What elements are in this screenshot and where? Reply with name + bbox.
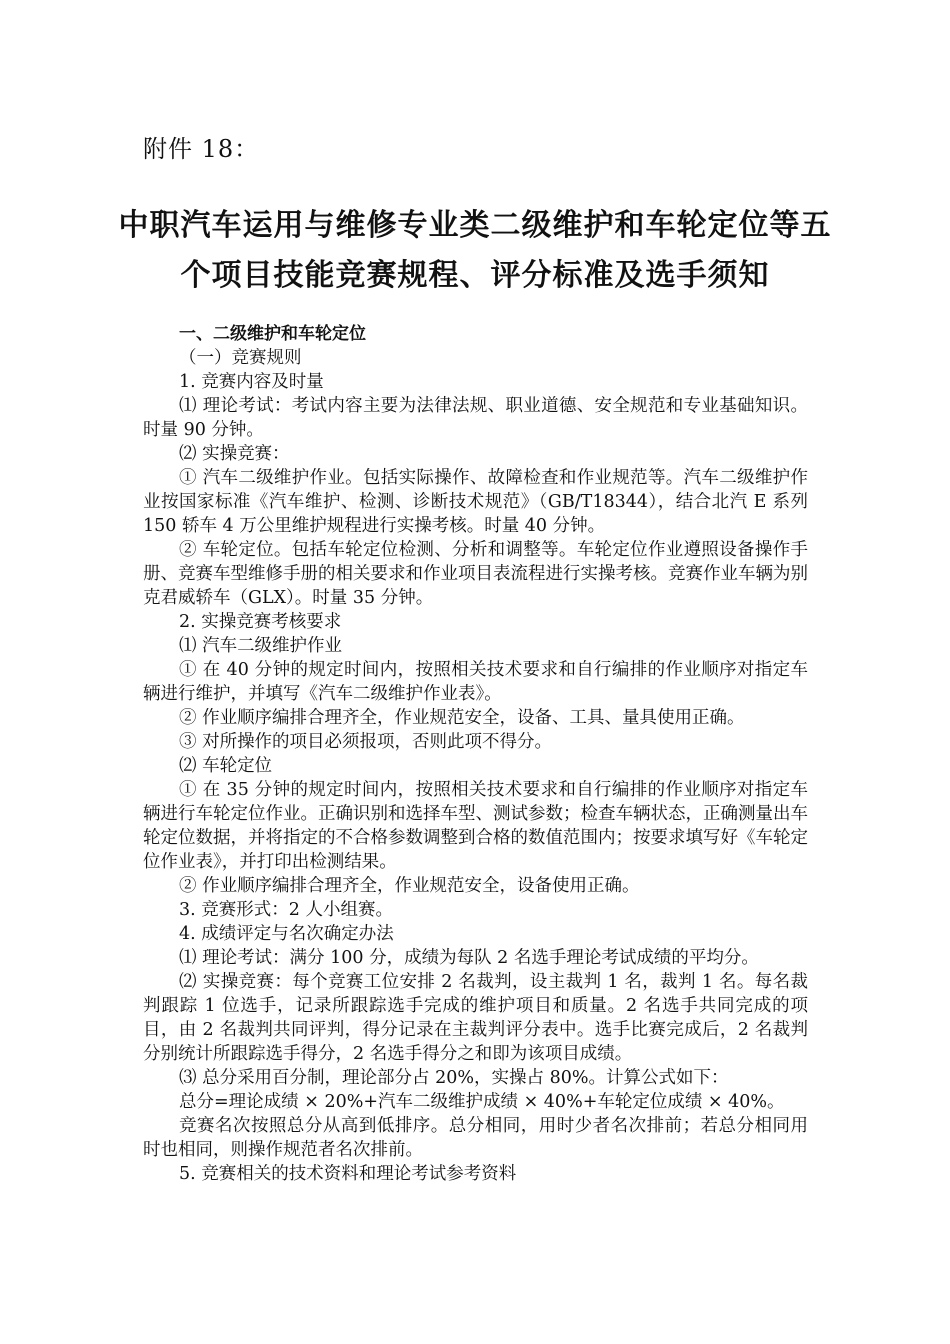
subsection-heading: （一）竞赛规则: [179, 348, 302, 368]
paragraph: 竞赛名次按照总分从高到低排序。总分相同，用时少者名次排前；若总分相同用时也相同，则操作规范者名次排前。: [143, 1116, 808, 1160]
document-title-line-2: 个项目技能竞赛规程、评分标准及选手须知: [180, 258, 770, 293]
numbered-heading: 2. 实操竞赛考核要求: [179, 612, 342, 632]
paragraph: ⑴ 汽车二级维护作业: [179, 636, 343, 656]
document-body: [143, 322, 808, 1186]
attachment-label: 附件 18：: [143, 135, 260, 163]
paragraph: ⑵ 实操竞赛：每个竞赛工位安排 2 名裁判，设主裁判 1 名，裁判 1 名。每名裁判跟踪 1 位选手，记录所跟踪选手完成的维护项目和质量。2 名选手共同完成的项目，由 2 名裁判共同评判，得分记录在主裁判评分表中。选手比赛完成后，2 名裁判分别统计所跟踪选手得分，2 名选手得分之和即为该项目成绩。: [143, 972, 808, 1064]
paragraph: ⑴ 理论考试：满分 100 分，成绩为每队 2 名选手理论考试成绩的平均分。: [179, 948, 759, 968]
numbered-heading: 5. 竞赛相关的技术资料和理论考试参考资料: [179, 1164, 517, 1184]
paragraph: ② 车轮定位。包括车轮定位检测、分析和调整等。车轮定位作业遵照设备操作手册、竞赛车型维修手册的相关要求和作业项目表流程进行实操考核。竞赛作业车辆为别克君威轿车（GLX）。时量 35 分钟。: [143, 540, 808, 608]
numbered-heading: 1. 竞赛内容及时量: [179, 372, 324, 392]
paragraph: ⑵ 车轮定位: [179, 756, 273, 776]
document-title-line-1: 中职汽车运用与维修专业类二级维护和车轮定位等五: [118, 208, 832, 243]
numbered-heading: 4. 成绩评定与名次确定办法: [179, 924, 394, 944]
paragraph: ② 作业顺序编排合理齐全，作业规范安全，设备、工具、量具使用正确。: [179, 708, 745, 728]
paragraph: ⑶ 总分采用百分制，理论部分占 20%，实操占 80%。计算公式如下：: [179, 1068, 729, 1088]
numbered-heading: 3. 竞赛形式：2 人小组赛。: [179, 900, 393, 920]
paragraph: ② 作业顺序编排合理齐全，作业规范安全，设备使用正确。: [179, 876, 640, 896]
paragraph: ① 在 35 分钟的规定时间内，按照相关技术要求和自行编排的作业顺序对指定车辆进行车轮定位作业。正确识别和选择车型、测试参数；检查车辆状态，正确测量出车轮定位数据，并将指定的不合格参数调整到合格的数值范围内；按要求填写好《车轮定位作业表》，并打印出检测结果。: [143, 780, 808, 872]
paragraph: ⑴ 理论考试：考试内容主要为法律法规、职业道德、安全规范和专业基础知识。时量 90 分钟。: [143, 396, 808, 440]
section-heading: 一、二级维护和车轮定位: [179, 324, 366, 344]
paragraph: ⑵ 实操竞赛：: [179, 444, 290, 464]
paragraph: ① 在 40 分钟的规定时间内，按照相关技术要求和自行编排的作业顺序对指定车辆进行维护，并填写《汽车二级维护作业表》。: [143, 660, 808, 704]
formula-line: 总分=理论成绩 × 20%+汽车二级维护成绩 × 40%+车轮定位成绩 × 40%。: [179, 1092, 785, 1112]
paragraph: ① 汽车二级维护作业。包括实际操作、故障检查和作业规范等。汽车二级维护作业按国家标准《汽车维护、检测、诊断技术规范》（GB/T18344），结合北汽 E 系列 150 轿车 4 万公里维护规程进行实操考核。时量 40 分钟。: [143, 468, 808, 536]
paragraph: ③ 对所操作的项目必须报项，否则此项不得分。: [179, 732, 553, 752]
